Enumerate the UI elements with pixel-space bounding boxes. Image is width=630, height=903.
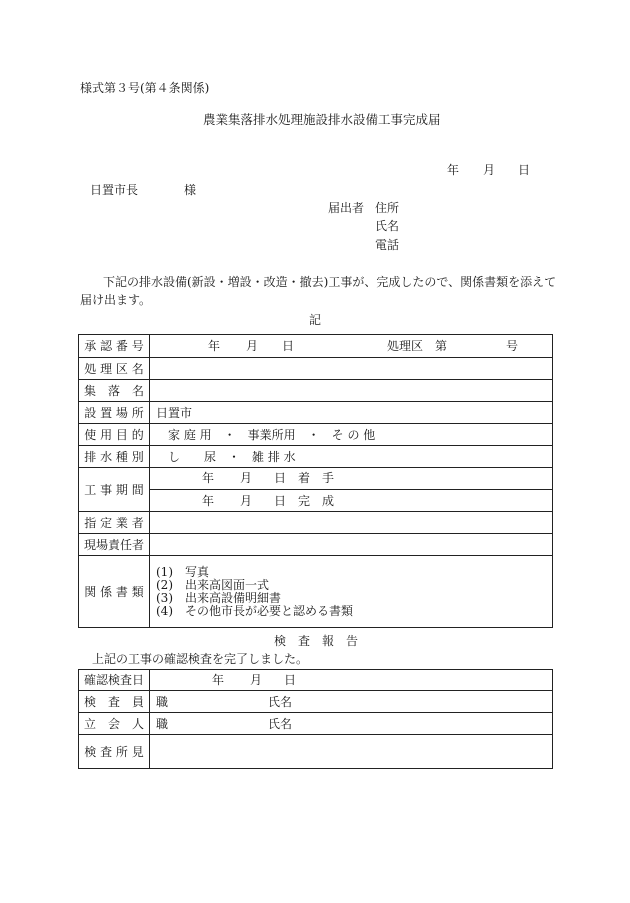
end-status: 完 成 [298, 494, 335, 508]
ki-heading: 記 [309, 313, 322, 327]
addressee-name: 日置市長 [90, 183, 139, 197]
findings-field[interactable] [150, 735, 553, 769]
inspector-field[interactable] [150, 691, 553, 713]
document-item: (4) その他市長が必要と認める書類 [156, 603, 353, 618]
contractor-label: 指 定 業 者 [79, 512, 150, 534]
findings-label: 検 査 所 見 [79, 735, 150, 769]
date-month-label: 月 [483, 163, 496, 177]
inspector-label: 検 査 員 [79, 691, 150, 713]
approval-day: 日 [282, 339, 295, 353]
start-status: 着 手 [298, 471, 335, 485]
contractor-field[interactable] [150, 512, 553, 534]
start-month: 月 [240, 471, 253, 485]
purpose-label: 使 用 目 的 [79, 424, 150, 446]
village-name-label: 集 落 名 [79, 380, 150, 402]
approval-number-field[interactable] [150, 335, 553, 358]
inspection-table [78, 669, 553, 769]
district-number-suffix: 号 [506, 339, 519, 353]
construction-end-field[interactable] [150, 490, 553, 512]
construction-start-field[interactable] [150, 468, 553, 490]
document-item: (2) 出来高図面一式 [156, 577, 269, 592]
site-manager-field[interactable] [150, 534, 553, 556]
witness-name: 氏名 [268, 717, 293, 731]
applicant-name-label: 氏名 [375, 219, 400, 233]
inspection-year: 年 [212, 673, 225, 687]
inspection-text: 上記の工事の確認検査を完了しました。 [92, 652, 309, 666]
form-number: 様式第３号(第４条関係) [80, 81, 210, 95]
drainage-type-options[interactable]: し 尿 ・ 雑 排 水 [150, 446, 553, 468]
approval-number-label: 承 認 番 号 [79, 335, 150, 358]
applicant-address-label: 住所 [375, 201, 400, 215]
applicant-label: 届出者 [328, 201, 365, 215]
start-day: 日 [274, 471, 287, 485]
end-month: 月 [240, 494, 253, 508]
inspection-title: 検 査 報 告 [274, 634, 359, 648]
end-day: 日 [274, 494, 287, 508]
approval-month: 月 [246, 339, 259, 353]
date-year-label: 年 [447, 163, 460, 177]
village-name-field[interactable] [150, 380, 553, 402]
body-text-line-2: 届け出ます。 [80, 293, 152, 307]
documents-label: 関 係 書 類 [79, 556, 150, 628]
district-number-prefix: 処理区 第 [387, 339, 448, 353]
construction-period-label: 工 事 期 間 [79, 468, 150, 512]
document-item: (3) 出来高設備明細書 [156, 590, 281, 605]
start-year: 年 [202, 471, 215, 485]
addressee-honorific: 様 [184, 183, 197, 197]
drainage-type-label: 排 水 種 別 [79, 446, 150, 468]
district-name-field[interactable] [150, 358, 553, 380]
location-field[interactable]: 日置市 [150, 402, 553, 424]
witness-field[interactable] [150, 713, 553, 735]
body-text-line-1: 下記の排水設備(新設・増設・改造・撤去)工事が、完成したので、関係書類を添えて [103, 275, 557, 289]
inspection-day: 日 [284, 673, 297, 687]
district-name-label: 処 理 区 名 [79, 358, 150, 380]
end-year: 年 [202, 494, 215, 508]
row-approval-number [79, 335, 553, 358]
witness-label: 立 会 人 [79, 713, 150, 735]
site-manager-label: 現場責任者 [79, 534, 150, 556]
document-item: (1) 写真 [156, 564, 209, 579]
inspection-month: 月 [250, 673, 263, 687]
inspection-date-label: 確認検査日 [79, 670, 150, 691]
witness-position: 職 [156, 717, 169, 731]
inspector-position: 職 [156, 695, 169, 709]
date-day-label: 日 [518, 163, 531, 177]
applicant-phone-label: 電話 [375, 238, 400, 252]
document-title: 農業集落排水処理施設排水設備工事完成届 [203, 112, 441, 127]
location-label: 設 置 場 所 [79, 402, 150, 424]
approval-year: 年 [208, 339, 221, 353]
purpose-options[interactable]: 家 庭 用 ・ 事業所用 ・ そ の 他 [150, 424, 553, 446]
main-table [78, 334, 553, 628]
inspection-date-field[interactable] [150, 670, 553, 691]
documents-list [150, 556, 553, 628]
inspector-name: 氏名 [268, 695, 293, 709]
